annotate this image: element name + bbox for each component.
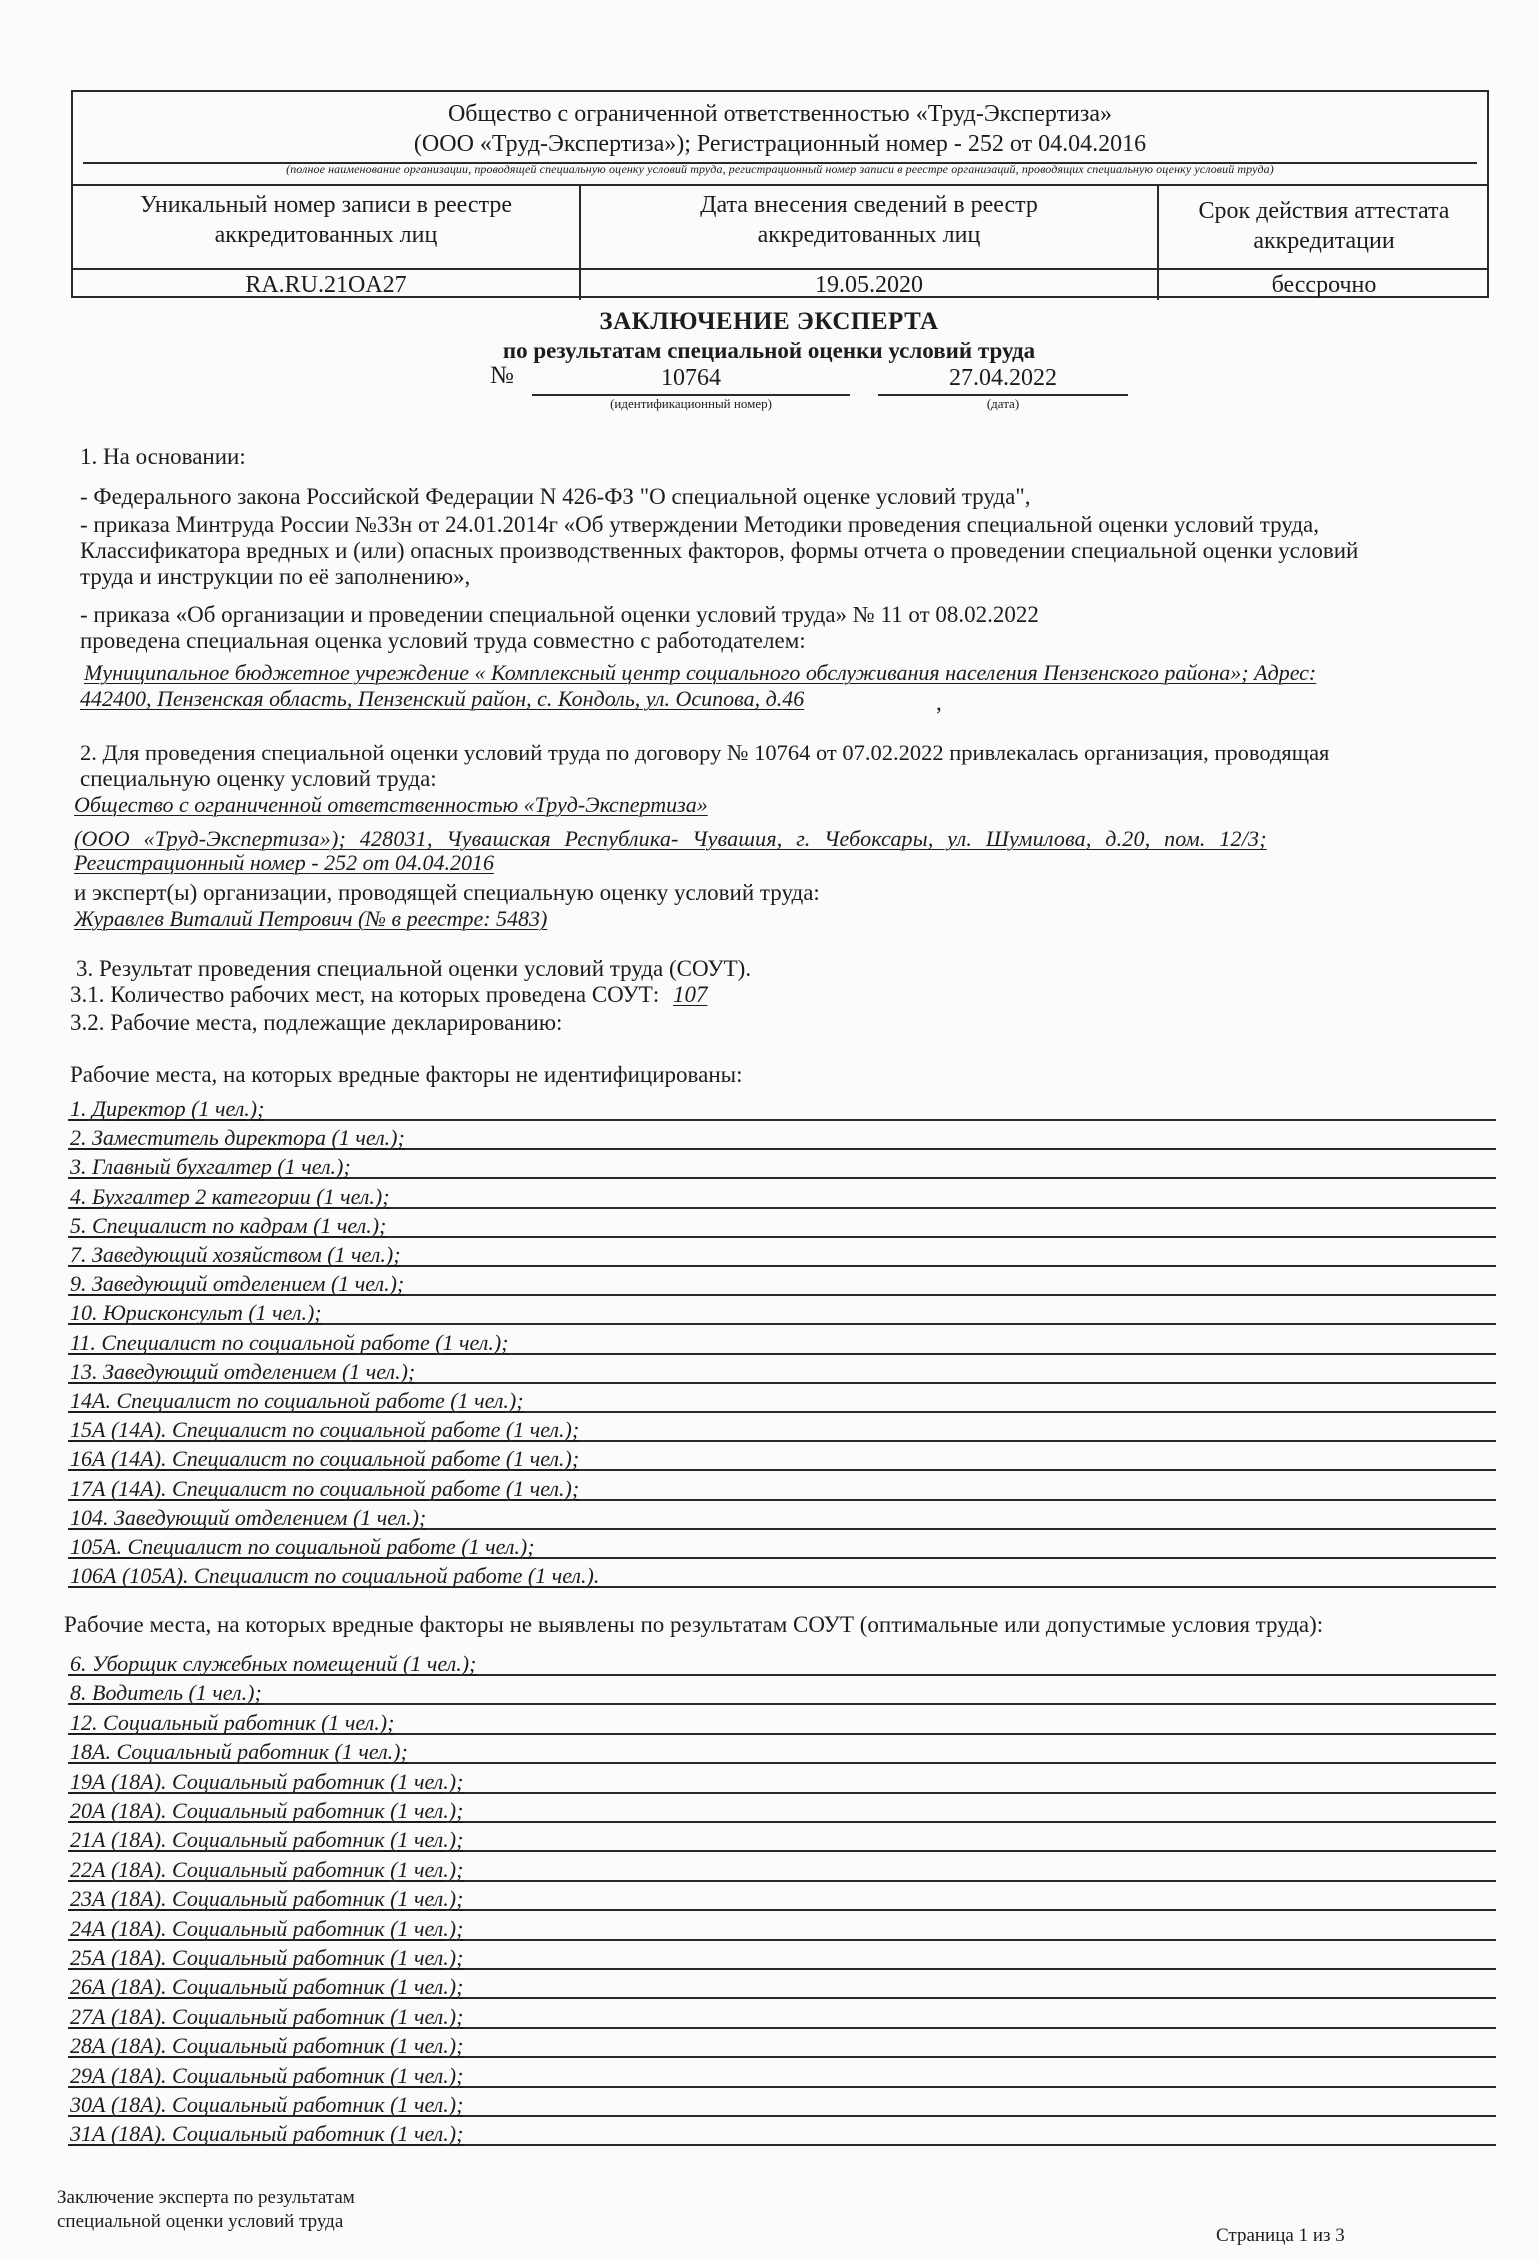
list-item bbox=[68, 1882, 1496, 1911]
list-item-text: 23А (18А). Социальный работник (1 чел.); bbox=[70, 1886, 464, 1912]
list-item bbox=[68, 1355, 1496, 1384]
employer-line2: 442400, Пензенская область, Пензенский район, с. Кондоль, ул. Осипова, д.46 bbox=[80, 686, 805, 711]
document-number: 10764 bbox=[532, 362, 850, 396]
employer-line1: Муниципальное бюджетное учреждение « Комплексный центр социального обслуживания населения Пензенского района»; Адрес: bbox=[84, 660, 1317, 685]
document-subtitle: по результатам специальной оценки условий труда bbox=[502, 338, 1036, 363]
number-sign: № bbox=[490, 362, 514, 389]
list-item bbox=[68, 1530, 1496, 1559]
list-item bbox=[68, 2000, 1496, 2029]
list-item bbox=[68, 1794, 1496, 1823]
list-item-text: 105А. Специалист по социальной работе (1 чел.); bbox=[70, 1534, 535, 1559]
list-item bbox=[68, 1735, 1496, 1764]
registry-number-cell bbox=[73, 186, 581, 300]
contractor-org-line2: (ООО «Труд-Экспертиза»); 428031, Чувашская Республика- Чувашия, г. Чебоксары, ул. Шумилова, д.20, пом. 12/3; bbox=[74, 826, 1267, 851]
expert-name: Журавлев Виталий Петрович (№ в реестре: 5483) bbox=[74, 906, 548, 931]
list-item-text: 27А (18А). Социальный работник (1 чел.); bbox=[70, 2003, 464, 2029]
registry-number-label-line1: Уникальный номер записи в реестре bbox=[139, 192, 512, 218]
registry-date-label-line2: аккредитованных лиц bbox=[757, 222, 981, 248]
list-item-text: 16А (14А). Специалист по социальной работе (1 чел.); bbox=[70, 1446, 580, 1472]
accreditation-term-label bbox=[1159, 196, 1489, 256]
document-number-row bbox=[490, 362, 1130, 418]
list-item-text: 2. Заместитель директора (1 чел.); bbox=[70, 1125, 405, 1151]
list-item-text: 17А (14А). Специалист по социальной работе (1 чел.); bbox=[70, 1475, 580, 1501]
accreditation-term-value: бессрочно bbox=[1159, 268, 1489, 300]
list-item bbox=[68, 2059, 1496, 2088]
list-item bbox=[68, 1150, 1496, 1179]
list-item bbox=[68, 1941, 1496, 1970]
list-item bbox=[68, 1559, 1496, 1588]
section1-line2: - приказа Минтруда России №33н от 24.01.2014г «Об утверждении Методики проведения специальной оценки условий труда, bbox=[80, 512, 1319, 537]
section2-line1: 2. Для проведения специальной оценки условий труда по договору № 10764 от 07.02.2022 привлекалась организация, проводящая bbox=[80, 740, 1330, 765]
list-item bbox=[68, 1326, 1496, 1355]
list-item-text: 8. Водитель (1 чел.); bbox=[70, 1680, 262, 1706]
list-item bbox=[68, 1853, 1496, 1882]
accreditation-term-label-line2: аккредитации bbox=[1253, 228, 1395, 254]
accreditation-term-label-line1: Срок действия аттестата bbox=[1198, 198, 1450, 224]
footer-caption-line2: специальной оценки условий труда bbox=[57, 2211, 344, 2232]
list-item bbox=[68, 1092, 1496, 1121]
list-item bbox=[68, 1121, 1496, 1150]
registry-number-label bbox=[73, 190, 579, 250]
organization-name: Общество с ограниченной ответственностью «Труд-Экспертиза» bbox=[447, 101, 1113, 127]
registry-number-label-line2: аккредитованных лиц bbox=[214, 222, 438, 248]
list-item bbox=[68, 1384, 1496, 1413]
list-item-text: 29А (18А). Социальный работник (1 чел.); bbox=[70, 2062, 464, 2088]
list-item-text: 3. Главный бухгалтер (1 чел.); bbox=[70, 1154, 351, 1180]
list-item-text: 22А (18А). Социальный работник (1 чел.); bbox=[70, 1856, 464, 1882]
list-item bbox=[68, 1472, 1496, 1501]
list-item-text: 11. Специалист по социальной работе (1 чел.); bbox=[70, 1329, 509, 1355]
list-item bbox=[68, 1765, 1496, 1794]
section3-count-label: 3.1. Количество рабочих мест, на которых проведена СОУТ: bbox=[70, 982, 660, 1007]
registry-date-cell bbox=[581, 186, 1159, 300]
list-item-text: 19А (18А). Социальный работник (1 чел.); bbox=[70, 1768, 464, 1794]
section1-heading: 1. На основании: bbox=[80, 444, 246, 469]
section3-count bbox=[70, 982, 707, 1008]
document-date-caption: (дата) bbox=[986, 396, 1020, 411]
list-item-text: 104. Заведующий отделением (1 чел.); bbox=[70, 1504, 427, 1530]
list-item-text: 15А (14А). Специалист по социальной работе (1 чел.); bbox=[70, 1417, 580, 1443]
section1-line4: труда и инструкции по её заполнению», bbox=[80, 564, 471, 589]
list-item bbox=[68, 1970, 1496, 1999]
page-number: Страница 1 из 3 bbox=[1216, 2225, 1345, 2246]
list-item bbox=[68, 1238, 1496, 1267]
list-item-text: 18А. Социальный работник (1 чел.); bbox=[70, 1739, 408, 1765]
experts-label: и эксперт(ы) организации, проводящей специальную оценку условий труда: bbox=[74, 880, 820, 905]
list-item bbox=[68, 1823, 1496, 1852]
list-item bbox=[68, 1706, 1496, 1735]
list-item-text: 30А (18А). Социальный работник (1 чел.); bbox=[70, 2092, 464, 2117]
list-item bbox=[68, 1296, 1496, 1325]
registry-date-label-line1: Дата внесения сведений в реестр bbox=[700, 192, 1038, 218]
section1-line5: - приказа «Об организации и проведении специальной оценки условий труда» № 11 от 08.02.2022 bbox=[80, 602, 1039, 627]
list-item-text: 7. Заведующий хозяйством (1 чел.); bbox=[70, 1242, 401, 1267]
list-item-text: 10. Юрисконсульт (1 чел.); bbox=[70, 1300, 322, 1326]
group1-heading: Рабочие места, на которых вредные факторы не идентифицированы: bbox=[70, 1062, 743, 1087]
section1-line3: Классификатора вредных и (или) опасных производственных факторов, формы отчета о проведении специальной оценки условий bbox=[80, 538, 1359, 563]
contractor-org-line3: Регистрационный номер - 252 от 04.04.2016 bbox=[74, 850, 494, 875]
list-item-text: 9. Заведующий отделением (1 чел.); bbox=[70, 1271, 405, 1297]
section3-count-value: 107 bbox=[672, 982, 708, 1007]
list-item-text: 20А (18А). Социальный работник (1 чел.); bbox=[70, 1798, 464, 1823]
contractor-org-line1: Общество с ограниченной ответственностью «Труд-Экспертиза» bbox=[74, 792, 708, 817]
list-item-text: 106А (105А). Специалист по социальной работе (1 чел.). bbox=[70, 1563, 600, 1589]
organization-header bbox=[71, 90, 1489, 298]
list-item bbox=[68, 2029, 1496, 2058]
organization-note: (полное наименование организации, проводящей специальную оценку условий труда, регистрационный номер записи в реестре организаций, проводящих специальную оценку условий труда) bbox=[286, 162, 1274, 176]
list-item-text: 4. Бухгалтер 2 категории (1 чел.); bbox=[70, 1183, 390, 1209]
section3-heading: 3. Результат проведения специальной оценки условий труда (СОУТ). bbox=[76, 956, 752, 981]
list-item bbox=[68, 1413, 1496, 1442]
list-item-text: 5. Специалист по кадрам (1 чел.); bbox=[70, 1212, 387, 1238]
list-item-text: 26А (18А). Социальный работник (1 чел.); bbox=[70, 1974, 464, 2000]
registry-date-value: 19.05.2020 bbox=[581, 268, 1157, 300]
document-date: 27.04.2022 bbox=[878, 362, 1128, 396]
footer-caption-line1: Заключение эксперта по результатам bbox=[57, 2187, 355, 2208]
list-item bbox=[68, 1180, 1496, 1209]
registry-date-label bbox=[581, 190, 1157, 250]
list-item-text: 21А (18А). Социальный работник (1 чел.); bbox=[70, 1827, 464, 1853]
section2-line2: специальную оценку условий труда: bbox=[80, 766, 437, 791]
section1-line1: - Федерального закона Российской Федерации N 426-ФЗ "О специальной оценке условий труда", bbox=[80, 484, 1031, 509]
list-item bbox=[68, 1209, 1496, 1238]
document-title: ЗАКЛЮЧЕНИЕ ЭКСПЕРТА bbox=[599, 308, 939, 335]
document-number-caption: (идентификационный номер) bbox=[610, 396, 772, 411]
list-item-text: 13. Заведующий отделением (1 чел.); bbox=[70, 1358, 416, 1384]
list-item-text: 24А (18А). Социальный работник (1 чел.); bbox=[70, 1915, 464, 1941]
list-item-text: 12. Социальный работник (1 чел.); bbox=[70, 1709, 395, 1735]
organization-registration: (ООО «Труд-Экспертиза»); Регистрационный номер - 252 от 04.04.2016 bbox=[413, 131, 1147, 157]
group2-heading: Рабочие места, на которых вредные факторы не выявлены по результатам СОУТ (оптимальные или допустимые условия труда): bbox=[64, 1612, 1324, 1637]
list-item bbox=[68, 2088, 1496, 2117]
list-item bbox=[68, 1501, 1496, 1530]
list-item-text: 31А (18А). Социальный работник (1 чел.); bbox=[70, 2121, 464, 2147]
list-item-text: 1. Директор (1 чел.); bbox=[70, 1096, 265, 1121]
list-item bbox=[68, 1912, 1496, 1941]
list-item-text: 28А (18А). Социальный работник (1 чел.); bbox=[70, 2033, 464, 2059]
section3-declaration: 3.2. Рабочие места, подлежащие декларированию: bbox=[70, 1010, 563, 1035]
employer-tail: , bbox=[936, 690, 942, 715]
list-item bbox=[68, 2117, 1496, 2146]
list-item bbox=[68, 1442, 1496, 1471]
list-item-text: 14А. Специалист по социальной работе (1 чел.); bbox=[70, 1388, 524, 1413]
list-item bbox=[68, 1647, 1496, 1676]
list-item-text: 6. Уборщик служебных помещений (1 чел.); bbox=[70, 1651, 477, 1676]
list-item bbox=[68, 1676, 1496, 1705]
list-item-text: 25А (18А). Социальный работник (1 чел.); bbox=[70, 1945, 464, 1970]
section1-line6: проведена специальная оценка условий труда совместно с работодателем: bbox=[80, 628, 806, 653]
accreditation-table bbox=[73, 184, 1487, 300]
accreditation-term-cell bbox=[1159, 186, 1489, 300]
registry-number-value: RA.RU.21OA27 bbox=[73, 268, 579, 300]
list-item bbox=[68, 1267, 1496, 1296]
